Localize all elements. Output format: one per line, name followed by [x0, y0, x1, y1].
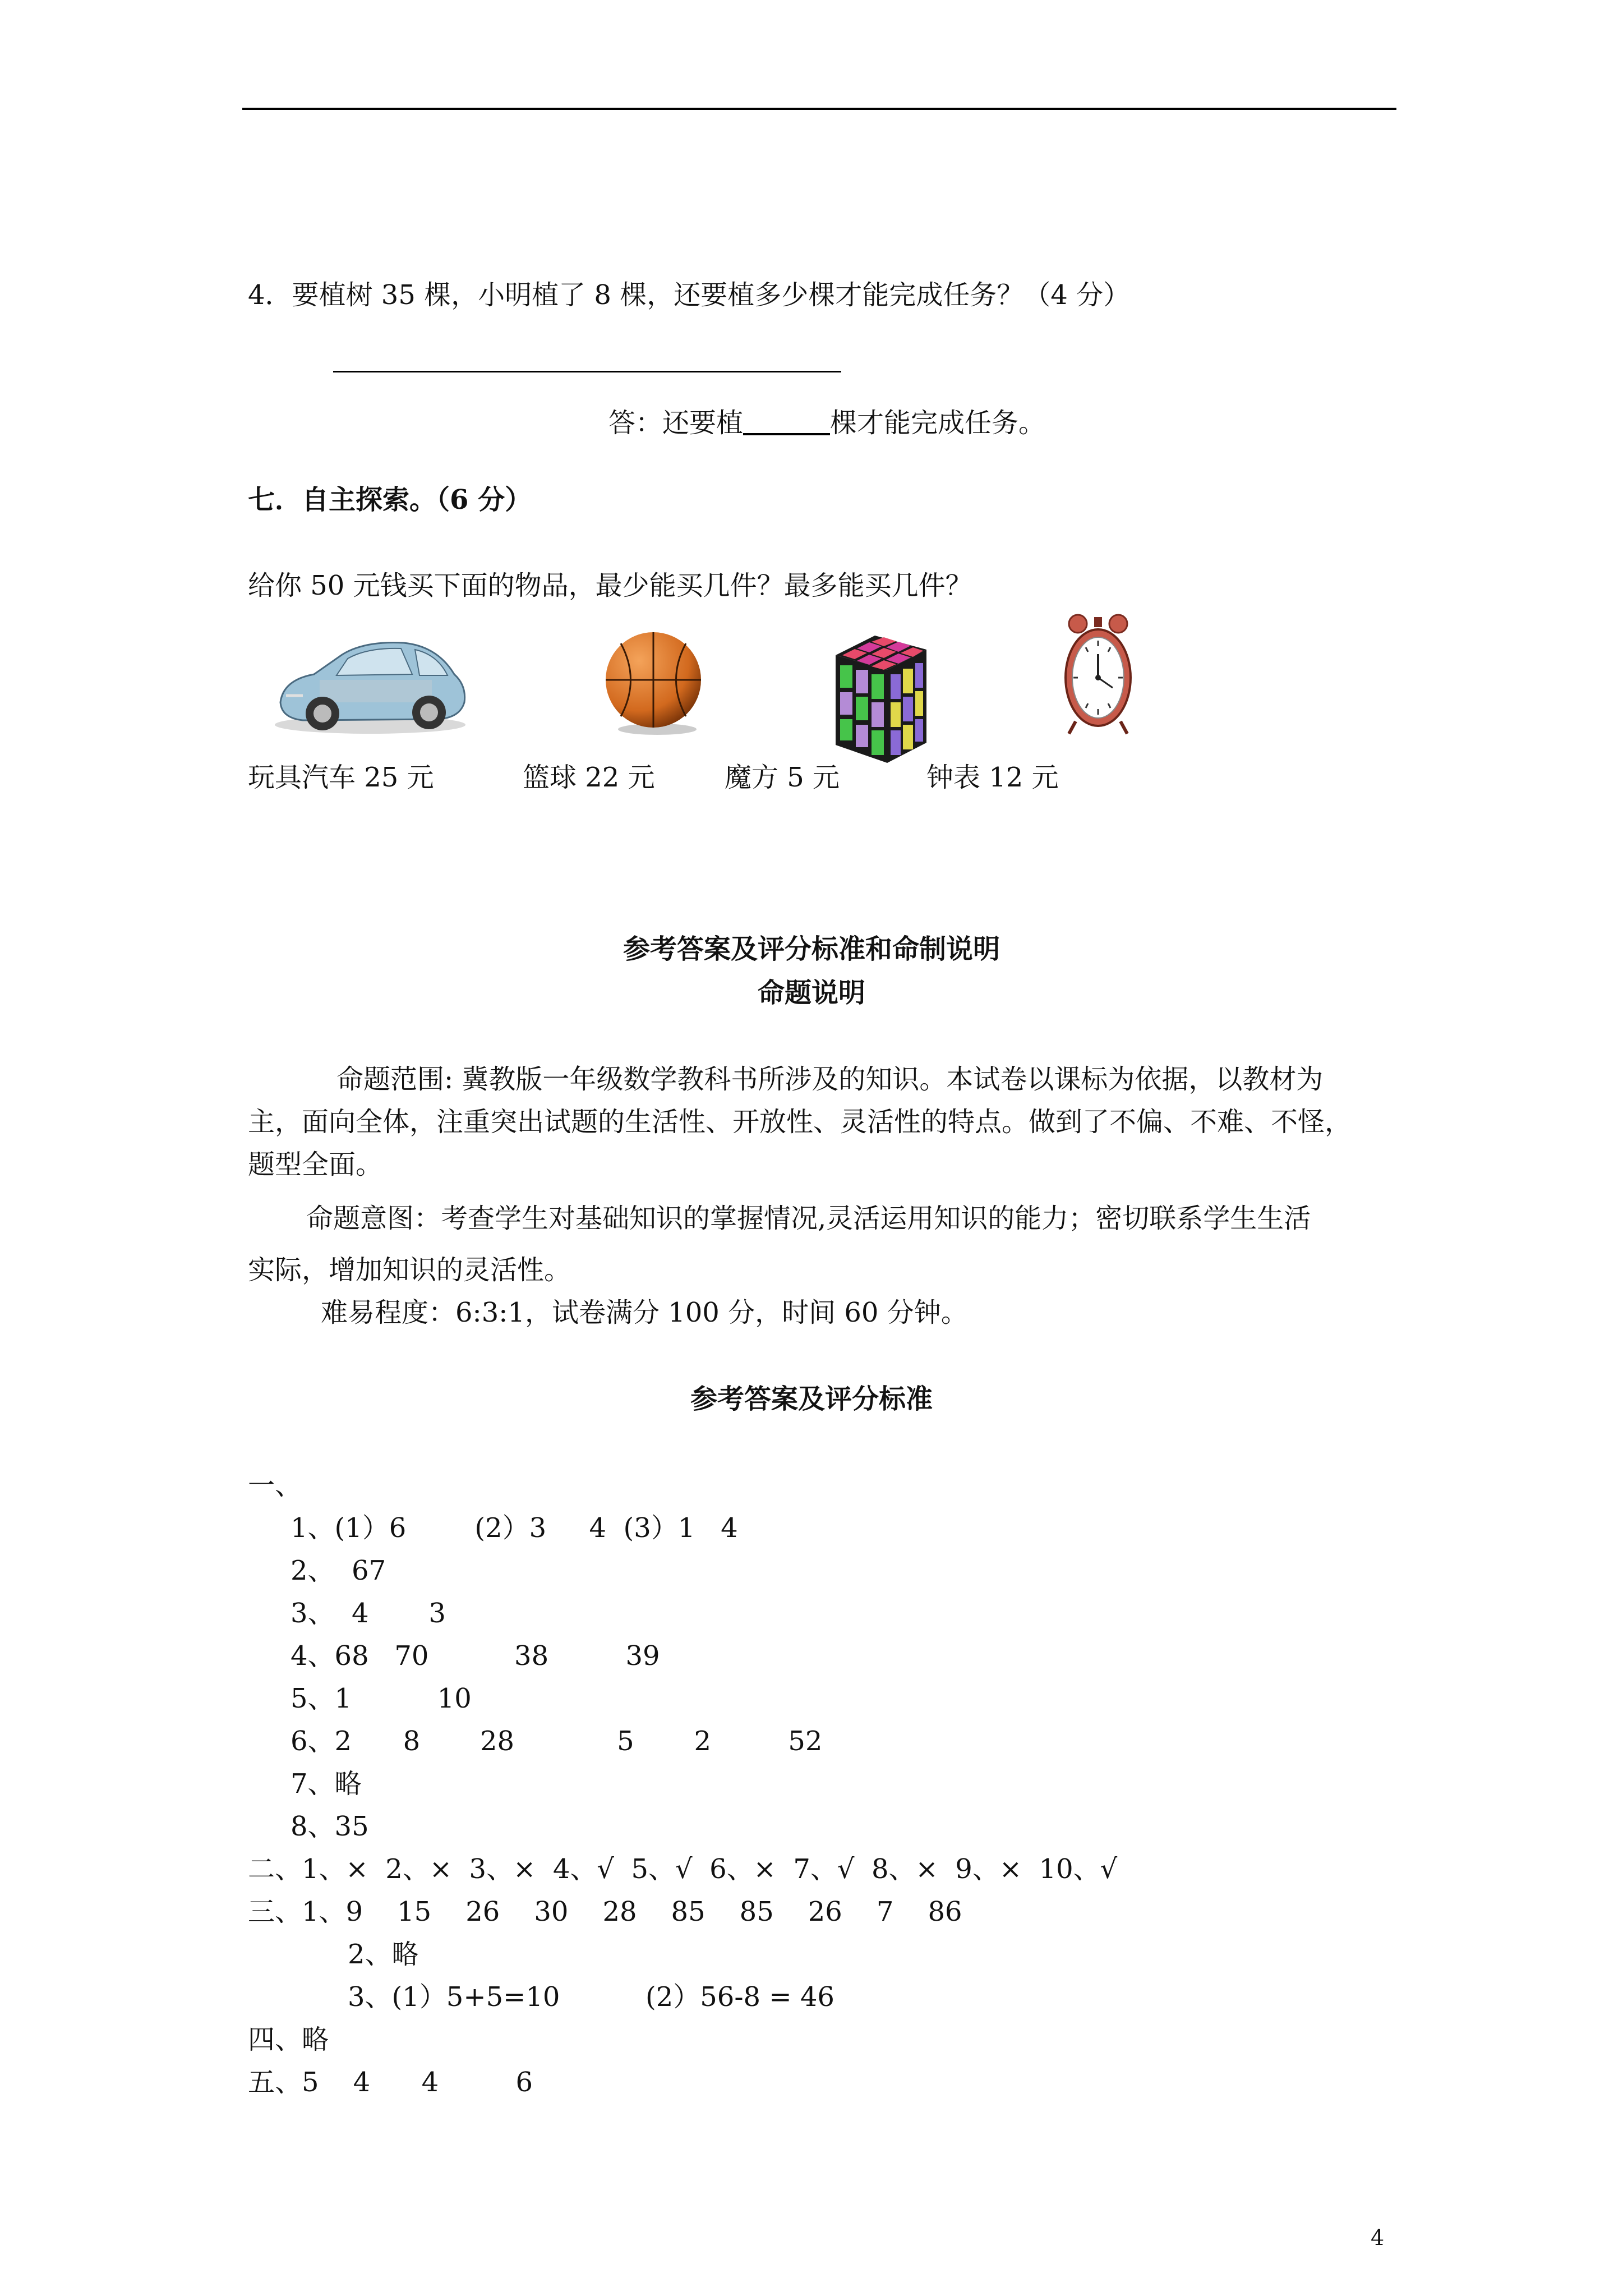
answer-suffix: 棵才能完成任务。: [830, 407, 1046, 439]
answer-writing-line: [333, 371, 841, 372]
desc-line-5: 实际，增加知识的灵活性。: [248, 1254, 571, 1286]
desc-line-6: 难易程度：6:3:1，试卷满分 100 分，时间 60 分钟。: [321, 1297, 968, 1328]
answer-line: 五、5 4 4 6: [248, 2067, 533, 2098]
answer-line: 2、 67: [291, 1555, 386, 1586]
item-label-rubiks-cube: 魔方 5 元: [725, 762, 840, 793]
item-label-clock: 钟表 12 元: [926, 762, 1059, 793]
alarm-clock-icon: [1063, 611, 1133, 736]
answer-line: 三、1、9 15 26 30 28 85 85 26 7 86: [248, 1896, 962, 1927]
rubiks-cube-icon: [830, 633, 932, 765]
item-label-basketball: 篮球 22 元: [523, 762, 655, 793]
answer-line: 4、68 70 38 39: [291, 1640, 660, 1672]
section-7-prompt: 给你 50 元钱买下面的物品，最少能买几件？最多能买几件？: [248, 570, 972, 601]
answer-blank: [743, 433, 830, 435]
question-4: 4．要植树 35 棵，小明植了 8 棵，还要植多少棵才能完成任务？（4 分）: [248, 279, 1130, 311]
basketball-icon: [601, 629, 708, 736]
answer-line: 8、35: [291, 1811, 369, 1842]
desc-line-3: 题型全面。: [248, 1149, 383, 1180]
answer-line: 7、略: [291, 1768, 362, 1800]
answer-line: 3、(1）5+5=10 (2）56-8 = 46: [348, 1981, 834, 2013]
answers-heading-2: 参考答案及评分标准: [690, 1383, 933, 1415]
section-7-title: 七．自主探索。（6 分）: [248, 484, 532, 516]
answer-line: 二、1、× 2、× 3、× 4、√ 5、√ 6、× 7、√ 8、× 9、× 10、√: [248, 1853, 1118, 1885]
answer-line: 一、: [248, 1470, 302, 1501]
page-number: 4: [1371, 2225, 1385, 2250]
header-rule: [242, 108, 1396, 110]
desc-line-1: 命题范围: 冀教版一年级数学教科书所涉及的知识。本试卷以课标为依据，以教材为: [336, 1064, 1324, 1095]
item-label-toy-car: 玩具汽车 25 元: [248, 762, 434, 793]
answer-line: 2、略: [348, 1939, 419, 1970]
answer-line: 3、 4 3: [291, 1598, 446, 1629]
answer-line: 1、(1）6 (2）3 4 (3）1 4: [291, 1512, 738, 1544]
toy-car-icon: [269, 624, 471, 736]
desc-line-4: 命题意图：考查学生对基础知识的掌握情况,灵活运用知识的能力；密切联系学生生活: [306, 1203, 1311, 1234]
answers-heading: 参考答案及评分标准和命制说明: [623, 933, 1000, 965]
question-4-answer: [608, 407, 1046, 439]
answer-line: 四、略: [248, 2024, 329, 2055]
answer-line: 5、1 10: [291, 1683, 472, 1714]
desc-line-2: 主，面向全体，注重突出试题的生活性、开放性、灵活性的特点。做到了不偏、不难、不怪，: [248, 1106, 1352, 1138]
answer-line: 6、2 8 28 5 2 52: [291, 1726, 823, 1757]
answers-subheading: 命题说明: [757, 977, 865, 1009]
answer-prefix: 答：还要植: [608, 407, 744, 439]
